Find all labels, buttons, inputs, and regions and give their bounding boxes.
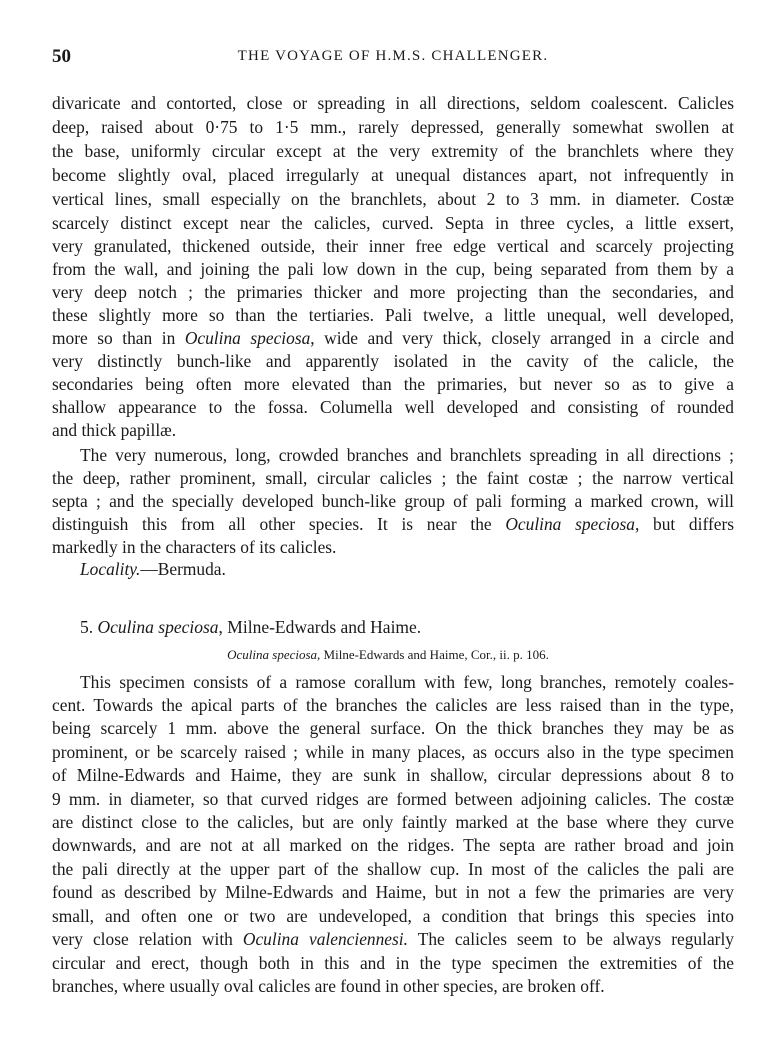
text-line: branches, where usually oval calicles are found in other species, are broken off.: [52, 976, 605, 996]
text-line: these slightly more so than the tertiaries. Pali twelve, a little unequal, well developed,: [52, 305, 734, 325]
text-line: very deep notch ; the primaries thicker and more projecting than the secondaries, and: [52, 282, 734, 302]
text-line: the pali directly at the upper part of the shallow cup. In most of the calicles the pali are: [52, 859, 734, 879]
text-line: The very numerous, long, crowded branches and branchlets spreading in all directions ;: [80, 445, 734, 465]
text-line: more so than in Oculina speciosa, wide and very thick, closely arranged in a circle and: [52, 328, 735, 348]
text-line: scarcely distinct except near the calicles, curved. Septa in three cycles, a little exsert,: [52, 213, 734, 233]
text-line: cent. Towards the apical parts of the branches the calicles are less raised than in the type,: [52, 695, 734, 715]
locality-label: Locality.: [80, 559, 141, 579]
text-line: distinguish this from all other species. It is near the Oculina speciosa, but differs: [52, 514, 735, 534]
text-line: markedly in the characters of its calicles.: [52, 537, 337, 557]
running-title: THE VOYAGE OF H.M.S. CHALLENGER.: [237, 48, 549, 64]
species-heading-name: Oculina speciosa: [97, 617, 219, 637]
species-name-italic: Oculina speciosa: [505, 514, 635, 534]
synonymy-reference: Oculina speciosa, Milne-Edwards and Haime, Cor., ii. p. 106.: [227, 647, 549, 662]
text-line: secondaries being often more elevated than the primaries, but never so as to give a: [52, 374, 734, 394]
text-line: circular and erect, though both in this and in the type specimen the extremities of the: [52, 953, 734, 973]
text-line: downwards, and are not at all marked on the ridges. The septa are rather broad and join: [52, 835, 734, 855]
locality-line: [80, 558, 734, 580]
text-line: are distinct close to the calicles, but are only faintly marked at the base where they curve: [52, 812, 734, 832]
species-heading: 5. Oculina speciosa, Milne-Edwards and Haime.: [80, 617, 422, 637]
text-line: become slightly oval, placed irregularly at unequal distances apart, not infrequently in: [52, 165, 734, 185]
species-name-italic: Oculina speciosa: [184, 328, 311, 348]
text-line: deep, raised about 0·75 to 1·5 mm., rarely depressed, generally somewhat swollen at: [52, 117, 734, 137]
text-line: vertical lines, small especially on the branchlets, about 2 to 3 mm. in diameter. Costæ: [52, 189, 734, 209]
text-line: divaricate and contorted, close or spreading in all directions, seldom coalescent. Calicles: [52, 93, 734, 113]
text-line: very close relation with Oculina valenciennesi. The calicles seem to be always regularly: [52, 929, 734, 949]
species-name-italic: Oculina valenciennesi.: [242, 929, 408, 949]
text-line: 9 mm. in diameter, so that curved ridges are formed between adjoining calicles. The costæ: [52, 789, 734, 809]
locality-value: —Bermuda.: [140, 559, 226, 579]
text-line: found as described by Milne-Edwards and Haime, but in not a few the primaries are very: [52, 882, 734, 902]
text-line: very distinctly bunch-like and apparently isolated in the cavity of the calicle, the: [52, 351, 734, 371]
text-line: shallow appearance to the fossa. Columella well developed and consisting of rounded: [52, 397, 734, 417]
text-line: the deep, rather prominent, small, circular calicles ; the faint costæ ; the narrow vertical: [52, 468, 734, 488]
text-line: and thick papillæ.: [52, 420, 177, 440]
text-line: the base, uniformly circular except at the very extremity of the branchlets where they: [52, 141, 734, 161]
synonym-name: Oculina speciosa: [227, 647, 318, 662]
text-line: being scarcely 1 mm. above the general surface. On the thick branches they may be as: [52, 718, 734, 738]
text-line: This specimen consists of a ramose corallum with few, long branches, remotely coales-: [80, 672, 734, 692]
text-line: septa ; and the specially developed bunch-like group of pali forming a marked crown, will: [52, 491, 734, 511]
text-line: of Milne-Edwards and Haime, they are sunk in shallow, circular depressions about 8 to: [52, 765, 734, 785]
text-line: prominent, or be scarcely raised ; while in many places, as occurs also in the type specimen: [52, 742, 734, 762]
text-line: very granulated, thickened outside, their inner free edge vertical and scarcely projecting: [52, 236, 734, 256]
page-header: [52, 46, 734, 70]
text-line: from the wall, and joining the pali low down in the cup, being separated from them by a: [52, 259, 734, 279]
page-number: 50: [52, 46, 71, 67]
text-line: small, and often one or two are undeveloped, a condition that brings this species into: [52, 906, 734, 926]
